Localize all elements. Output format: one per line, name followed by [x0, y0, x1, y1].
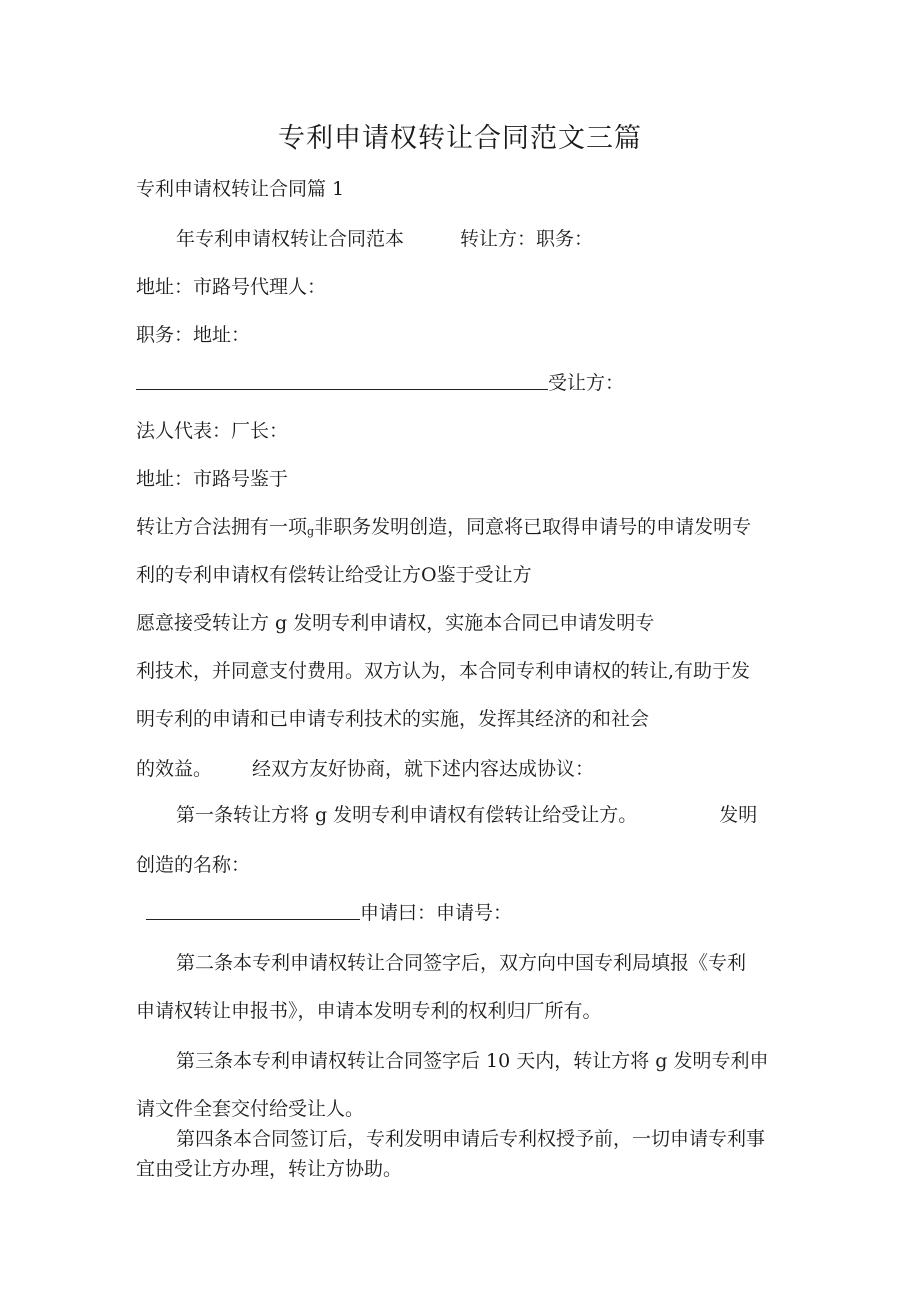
document-title: 专利申请权转让合同范文三篇 [278, 123, 642, 154]
line-15 [146, 900, 512, 926]
line-3: 职务：地址： [136, 324, 251, 346]
blank-underline [146, 901, 360, 920]
line-9: 愿意接受转让方 g 发明专利申请权，实施本合同已申请发明专 [136, 612, 655, 634]
line-1-text-a: 年专利申请权转让合同范本 [176, 228, 405, 250]
line-1-text-b: 转让方：职务： [460, 228, 594, 250]
line-7 [136, 514, 751, 545]
line-14: 创造的名称： [136, 854, 251, 876]
line-17: 申请权转让申报书》，申请本发明专利的权利归厂所有。 [136, 1000, 602, 1022]
line-21: 宜由受让方办理，转让方协助。 [136, 1158, 403, 1180]
section-heading: 专利申请权转让合同篇 1 [136, 178, 345, 200]
line-1 [176, 226, 593, 252]
line-5: 法人代表：厂长： [136, 420, 289, 442]
line-4 [136, 370, 624, 396]
blank-underline [136, 371, 548, 390]
line-7-text-a: 转让方合法拥有一项 [136, 516, 308, 538]
line-19: 请文件全套交付给受让人。 [136, 1098, 365, 1120]
line-10: 利技术，并同意支付费用。双方认为，本合同专利申请权的转让,有助于发 [136, 660, 751, 682]
line-7-text-b: 非职务发明创造，同意将已取得申请号的申请发明专 [314, 516, 752, 538]
line-12-text-a: 的效益。 [136, 758, 213, 780]
line-13 [176, 802, 757, 828]
line-7-g: g [307, 525, 315, 538]
line-13-text-b: 发明 [719, 804, 758, 826]
line-4-text: 受让方： [548, 372, 625, 394]
line-6: 地址：市路号鉴于 [136, 468, 289, 490]
line-12 [136, 756, 594, 782]
line-2: 地址：市路号代理人： [136, 276, 327, 298]
line-15-text: 申请曰：申请号： [360, 902, 513, 924]
line-11: 明专利的申请和已申请专利技术的实施，发挥其经济的和社会 [136, 708, 650, 730]
line-18: 第三条本专利申请权转让合同签字后 10 天内，转让方将 g 发明专利申 [176, 1050, 769, 1072]
line-13-text-a: 第一条转让方将 g 发明专利申请权有偿转让给受让方。 [176, 804, 638, 826]
line-16: 第二条本专利申请权转让合同签字后，双方向中国专利局填报《专利 [176, 952, 747, 974]
line-12-text-b: 经双方友好协商，就下述内容达成协议： [252, 758, 595, 780]
line-8: 利的专利申请权有偿转让给受让方O鉴于受让方 [136, 564, 532, 586]
line-20: 第四条本合同签订后，专利发明申请后专利权授予前，一切申请专利事 [176, 1128, 766, 1150]
